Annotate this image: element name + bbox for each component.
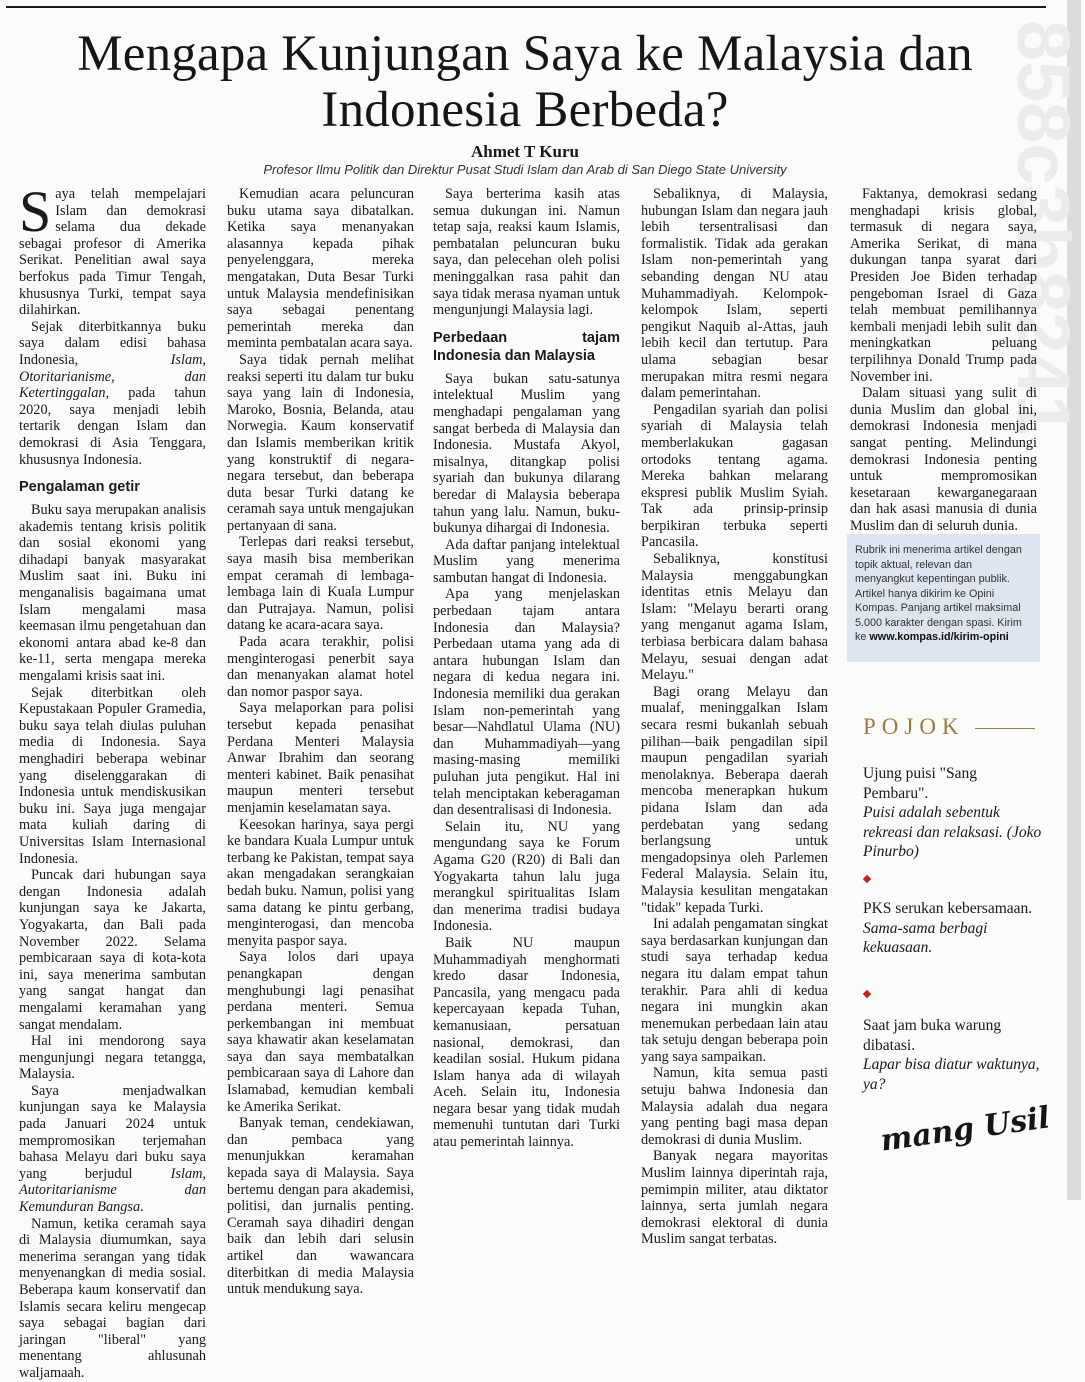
submission-info-box	[847, 534, 1040, 662]
subheading: Pengalaman getir	[19, 479, 140, 496]
paragraph: Buku saya merupakan analisis akademis tentang krisis politik dan sosial ekonomi yang dihadapi banyak masyarakat Muslim saat ini. Buku ini menganalisis bagaimana umat Islam mengalami masa keemasan ilmu pengetahuan dan ekonomi antara abad ke-8 dan ke-11, serta mengapa mereka mengalami krisis saat ini.	[19, 502, 206, 685]
article-column-3	[433, 186, 620, 1186]
submission-info-text: Rubrik ini menerima artikel dengan topik aktual, relevan dan menyangkut kepentingan publik. Artikel hanya dikirim ke Opini Kompas. Panjang artikel maksimal 5.000 karakter dengan spasi. Kirim ke	[855, 544, 1022, 643]
paragraph: Banyak teman, cendekiawan, dan pembaca yang menunjukkan keramahan kepada saya di Malaysia. Saya bertemu dengan para akademisi, politisi, dan jurnalis penting. Ceramah saya dihadiri dengan baik dan lebih dari selusin artikel dan wawancara diterbitkan di media Malaysia untuk mendukung saya.	[227, 1115, 414, 1298]
paragraph: Pada acara terakhir, polisi menginterogasi penerbit saya dan menanyakan alamat hotel dan nomor paspor saya.	[227, 634, 414, 700]
pojok-quote: PKS serukan kebersamaan.	[863, 900, 1033, 917]
subheading: Perbedaan tajam Indonesia dan Malaysia	[433, 329, 620, 364]
paragraph: Namun, ketika ceramah saya di Malaysia diumumkan, saya menerima serangan yang tidak menyenangkan di media sosial. Beberapa kaum konservatif dan Islamis secara keliru mengecap saya sebagai bagian dari jaringan "liberal" yang menentang ahlusunah waljamaah.	[19, 1215, 206, 1381]
pojok-reply: Lapar bisa diatur waktunya, ya?	[863, 1056, 1040, 1093]
article-column-2	[227, 186, 414, 1298]
paragraph: Bagi orang Melayu dan mualaf, meninggalkan Islam secara resmi bukanlah sebuah pilihan—baik pengadilan sipil maupun pengadilan syariah menolaknya. Beberapa daerah mencoba menerapkan hukum pidana Islam dan ada perdebatan yang sedang berlangsung untuk mengadopsinya oleh Parlemen Federal Malaysia. Selain itu, Malaysia kesulitan mengatakan "tidak" kepada Turki.	[641, 683, 828, 916]
diamond-bullet-icon	[863, 990, 871, 998]
article-column-1	[19, 179, 206, 1381]
paragraph: Ini adalah pengamatan singkat saya berdasarkan kunjungan dan studi saya terhadap kedua negara itu dalam empat tahun terakhir. Para ahli di kedua negara ini mungkin akan menemukan perbedaan lain atau tak setuju dengan beberapa poin yang saya sampaikan.	[641, 916, 828, 1065]
pojok-title: POJOK	[863, 714, 965, 739]
paragraph: Saya lolos dari upaya penangkapan dengan menghubungi lagi penasihat perdana menteri. Semua perkembangan ini membuat saya khawatir akan keselamatan saya dan saya membatalkan pembicaraan saya di Lahore dan Islamabad, kemudian kembali ke Amerika Serikat.	[227, 949, 414, 1115]
paragraph: Saya telah mempelajari Islam dan demokrasi selama dua dekade sebagai profesor di Amerika Serikat. Penelitian awal saya berfokus pada Timur Tengah, khususnya Turki, tempat saya dilahirkan.	[19, 179, 206, 319]
pojok-item	[863, 764, 1043, 862]
diamond-bullet-icon	[863, 875, 871, 883]
author-affiliation: Profesor Ilmu Politik dan Direktur Pusat Studi Islam dan Arab di San Diego State University	[263, 162, 787, 177]
paragraph: Saya menjadwalkan kunjungan saya ke Malaysia pada Januari 2024 untuk mempromosikan terjemahan bahasa Melayu dari buku saya yang berjudul Islam, Autoritarianisme dan Kemunduran Bangsa.	[19, 1082, 206, 1216]
book-title: Islam, Otoritarianisme, dan Ketertinggalan	[19, 351, 206, 402]
paragraph: Saya bukan satu-satunya intelektual Muslim yang menghadapi pengalaman yang sangat berbeda di Malaysia dan Indonesia. Mustafa Akyol, misalnya, ditangkap polisi syariah dan bukunya dilarang beredar di Malaysia beberapa tahun yang lalu. Namun, buku-bukunya dihargai di Indonesia.	[433, 370, 620, 537]
headline: Mengapa Kunjungan Saya ke Malaysia dan Indonesia Berbeda?	[77, 26, 973, 138]
author-name: Ahmet T Kuru	[470, 142, 579, 161]
paragraph: Pengadilan syariah dan polisi syariah di Malaysia telah memberlakukan gagasan ortodoks tentang agama. Mereka bahkan melarang ekspresi publik Muslim Syiah. Tak ada prinsip-prinsip berpikiran terbuka seperti Pancasila.	[641, 401, 828, 551]
paragraph: Sebaliknya, konstitusi Malaysia menggabungkan identitas etnis Melayu dan Islam: "Melayu berarti orang yang menganut agama Islam, terbiasa berbicara dalam bahasa Melayu, sesuai dengan adat Melayu."	[641, 551, 828, 684]
pojok-reply: Puisi adalah sebentuk rekreasi dan relaksasi. (Joko Pinurbo)	[863, 804, 1042, 860]
book-title: Islam, Autoritarianisme dan Kemunduran Bangsa	[19, 1165, 206, 1216]
submission-link[interactable]: www.kompas.id/kirim-opini	[869, 631, 1009, 643]
paragraph: Puncak dari hubungan saya dengan Indonesia adalah kunjungan saya ke Jakarta, Yogyakarta, dan Bali pada November 2022. Selama pembicaraan saya di kota-kota ini, saya menerima sambutan yang sangat hangat dan mengalami keramahan yang sangat mendalam.	[19, 867, 206, 1033]
paragraph: Dalam situasi yang sulit di dunia Muslim dan global ini, demokrasi Indonesia menjadi sangat penting. Melindungi demokrasi Indonesia penting untuk mempromosikan kesetaraan kewarganegaraan dan hak asasi manusia di dunia Muslim dan di seluruh dunia.	[850, 385, 1037, 534]
paragraph: Selain itu, NU yang mengundang saya ke Forum Agama G20 (R20) di Bali dan Yogyakarta tahun lalu juga merangkul spiritualitas Islam dan menerima tradisi budaya Indonesia.	[433, 818, 620, 935]
paragraph: Sejak diterbitkannya buku saya dalam edisi bahasa Indonesia, Islam, Otoritarianisme, dan Ketertinggalan, pada tahun 2020, saya menjadi lebih tertarik dengan Islam dan demokrasi di Asia Tenggara, khususnya Indonesia.	[19, 318, 206, 468]
paragraph: Ada daftar panjang intelektual Muslim yang menerima sambutan hangat di Indonesia.	[433, 536, 620, 586]
pojok-quote: Saat jam buka warung dibatasi.	[863, 1017, 1002, 1054]
paragraph: Banyak negara mayoritas Muslim lainnya diperintah raja, pemimpin militer, atau diktator lainnya, serta jumlah negara demokrasi elektoral di dunia Muslim sangat terbatas.	[641, 1148, 828, 1248]
article-column-5	[850, 186, 1037, 546]
paragraph: Terlepas dari reaksi tersebut, saya masih bisa memberikan empat ceramah di lembaga-lembaga lain di Kuala Lumpur dan Putrajaya. Namun, polisi datang ke acara-acara saya.	[227, 534, 414, 634]
pojok-item	[863, 899, 1043, 958]
paragraph: Apa yang menjelaskan perbedaan tajam antara Indonesia dan Malaysia? Perbedaan utama yang ada di antara hubungan Islam dan negara di kedua negara ini. Indonesia memiliki dua gerakan Islam non-pemerintah yang besar—Nahdlatul Ulama (NU) dan Muhammadiyah—yang masing-masing memiliki puluhan juta pengikut. Hal ini telah menciptakan keberagaman dan desentralisasi di Indonesia.	[433, 586, 620, 819]
paragraph: Saya melaporkan para polisi tersebut kepada penasihat Perdana Menteri Malaysia Anwar Ibrahim dan seorang menteri kabinet. Baik penasihat maupun menteri tersebut menjamin keselamatan saya.	[227, 700, 414, 816]
watermark: 858c3b8241	[1002, 20, 1085, 436]
drop-cap: S	[19, 179, 52, 244]
pojok-item	[863, 1016, 1043, 1094]
paragraph: Saya tidak pernah melihat reaksi seperti itu dalam tur buku saya yang lain di Indonesia, Maroko, Bosnia, Belanda, atau Norwegia. Kaum konservatif dan Islamis memberikan kritik yang konstruktif di negara-negara tersebut, dan beberapa duta besar Turki datang ke ceramah saya untuk mengajukan pertanyaan di sana.	[227, 351, 414, 534]
paragraph: Sejak diterbitkan oleh Kepustakaan Populer Gramedia, buku saya telah diulas puluhan media di Indonesia. Saya menghadiri beberapa webinar yang diselenggarakan di Indonesia untuk mendiskusikan buku ini. Saya juga mengajar mata kuliah daring di Universitas Islam Internasional Indonesia.	[19, 684, 206, 867]
pojok-reply: Sama-sama berbagi kekuasaan.	[863, 919, 988, 956]
top-rule	[6, 6, 1046, 8]
paragraph: Hal ini mendorong saya mengunjungi negara tetangga, Malaysia.	[19, 1033, 206, 1083]
paragraph: Baik NU maupun Muhammadiyah menghormati kredo dasar Indonesia, Pancasila, yang mengacu pada kepercayaan kepada Tuhan, kemanusiaan, persatuan nasional, demokrasi, dan keadilan sosial. Hukum pidana Islam hanya ada di wilayah Aceh. Selain itu, Indonesia negara besar yang tidak mudah memenuhi tuntutan dari Turki atau pemerintah lainnya.	[433, 934, 620, 1151]
paragraph: Saya berterima kasih atas semua dukungan ini. Namun tetap saja, reaksi kaum Islamis, pembatalan peluncuran buku saya, dan pelecehan oleh polisi meninggalkan rasa pahit dan saya tidak merasa nyaman untuk mengunjungi Malaysia lagi.	[433, 186, 620, 319]
paragraph: Faktanya, demokrasi sedang menghadapi krisis global, termasuk di negara saya, Amerika Serikat, di mana dukungan tanpa syarat dari Presiden Joe Biden terhadap pengeboman Israel di Gaza telah membuat pemilihannya kembali menjadi lebih sulit dan meningkatkan peluang terpilihnya Donald Trump pada November ini.	[850, 186, 1037, 385]
mang-usil-signature: mang Usil	[878, 1100, 1052, 1159]
pojok-quote: Ujung puisi "Sang Pembaru".	[863, 765, 977, 802]
paragraph: Namun, kita semua pasti setuju bahwa Indonesia dan Malaysia adalah dua negara yang penting bagi masa depan demokrasi di dunia Muslim.	[641, 1065, 828, 1148]
article-column-4	[641, 186, 828, 1248]
paragraph: Sebaliknya, di Malaysia, hubungan Islam dan negara jauh lebih tersentralisasi dan formalistik. Tidak ada gerakan Islam non-pemerintah yang sebanding dengan NU atau Muhammadiyah. Kelompok-kelompok Islam, seperti pengikut Naquib al-Attas, jauh lebih kecil dan tertutup. Para ulama sebagian besar merupakan mitra resmi negara dalam pemerintahan.	[641, 186, 828, 402]
paragraph: Kemudian acara peluncuran buku utama saya dibatalkan. Ketika saya menanyakan alasannya kepada pihak penyelenggara, mereka mengatakan, Duta Besar Turki untuk Malaysia mendefinisikan saya sebagai penentang pemerintah mereka dan meminta pembatalan acara saya.	[227, 186, 414, 352]
pojok-divider	[975, 728, 1035, 729]
paragraph: Keesokan harinya, saya pergi ke bandara Kuala Lumpur untuk terbang ke Pakistan, tempat saya akan mengadakan serangkaian bedah buku. Namun, polisi yang sama datang ke pintu gerbang, menginterogasi, dan mencoba menyita paspor saya.	[227, 816, 414, 949]
